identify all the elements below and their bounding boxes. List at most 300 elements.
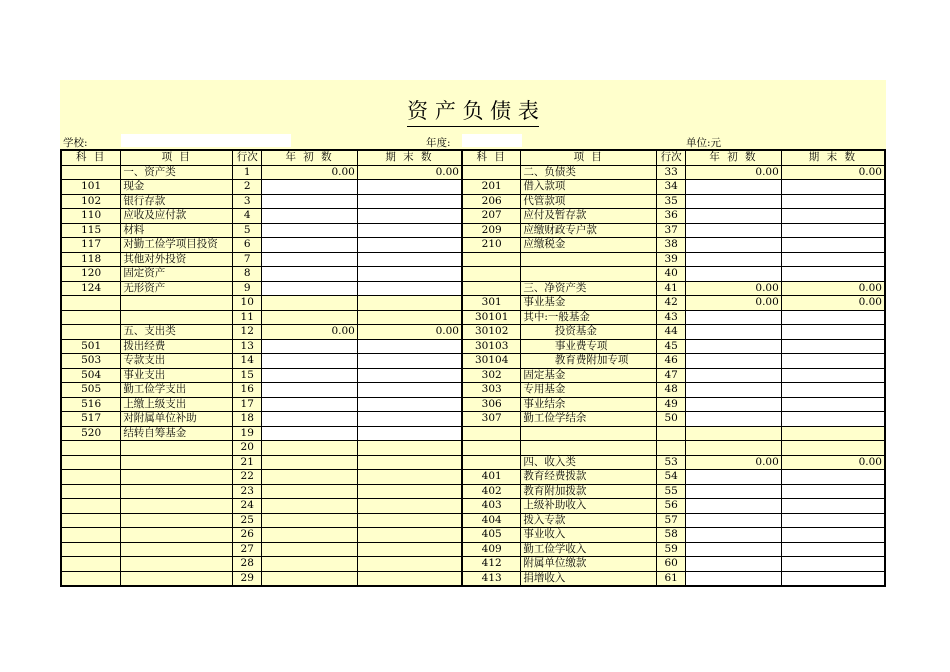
left-code-cell <box>61 441 121 456</box>
left-begin-cell[interactable] <box>262 557 358 572</box>
right-end-cell[interactable]: 0.00 <box>781 281 885 296</box>
left-end-cell[interactable]: 0.00 <box>357 165 462 180</box>
right-row-cell: 41 <box>657 281 686 296</box>
right-item-cell: 事业结余 <box>521 397 657 412</box>
left-item-cell: 拨出经费 <box>121 339 233 354</box>
left-row-cell: 15 <box>233 368 262 383</box>
table-row <box>61 397 885 412</box>
left-row-cell: 2 <box>233 180 262 195</box>
table-row <box>61 238 885 253</box>
left-end-cell[interactable] <box>357 470 462 485</box>
table-row <box>61 354 885 369</box>
left-begin-cell[interactable] <box>262 339 358 354</box>
right-end-cell[interactable] <box>781 209 885 224</box>
right-end-cell[interactable] <box>781 499 885 514</box>
left-begin-cell[interactable] <box>262 281 358 296</box>
right-begin-cell[interactable]: 0.00 <box>686 296 782 311</box>
right-end-cell[interactable] <box>781 354 885 369</box>
table-row <box>61 310 885 325</box>
year-input[interactable] <box>462 134 522 147</box>
right-row-cell <box>657 426 686 441</box>
left-begin-cell[interactable] <box>262 383 358 398</box>
left-end-cell[interactable] <box>357 513 462 528</box>
left-code-cell <box>61 513 121 528</box>
right-item-cell: 代管款项 <box>521 194 657 209</box>
right-end-cell[interactable] <box>781 528 885 543</box>
right-begin-cell[interactable] <box>686 267 782 282</box>
left-begin-cell[interactable] <box>262 223 358 238</box>
right-item-cell: 拨入专款 <box>521 513 657 528</box>
right-row-cell: 58 <box>657 528 686 543</box>
left-row-cell: 1 <box>233 165 262 180</box>
table-row <box>61 484 885 499</box>
right-end-cell[interactable] <box>781 325 885 340</box>
right-item-cell: 附属单位缴款 <box>521 557 657 572</box>
right-end-cell[interactable]: 0.00 <box>781 455 885 470</box>
left-code-cell: 118 <box>61 252 121 267</box>
right-begin-cell[interactable] <box>686 542 782 557</box>
right-begin-cell[interactable]: 0.00 <box>686 165 782 180</box>
left-row-cell: 21 <box>233 455 262 470</box>
left-code-cell: 102 <box>61 194 121 209</box>
left-begin-cell[interactable] <box>262 238 358 253</box>
right-begin-cell[interactable] <box>686 368 782 383</box>
table-row <box>61 296 885 311</box>
left-row-cell: 26 <box>233 528 262 543</box>
left-end-cell[interactable] <box>357 209 462 224</box>
left-code-cell <box>61 528 121 543</box>
right-begin-cell[interactable] <box>686 470 782 485</box>
right-end-cell[interactable] <box>781 470 885 485</box>
left-begin-cell[interactable] <box>262 470 358 485</box>
right-code-cell: 30103 <box>462 339 521 354</box>
right-item-cell: 上级补助收入 <box>521 499 657 514</box>
left-item-cell: 现金 <box>121 180 233 195</box>
right-begin-cell[interactable] <box>686 557 782 572</box>
right-row-cell: 61 <box>657 571 686 586</box>
right-row-cell: 42 <box>657 296 686 311</box>
left-item-cell: 五、支出类 <box>121 325 233 340</box>
right-begin-cell[interactable] <box>686 252 782 267</box>
right-item-cell: 二、负债类 <box>521 165 657 180</box>
left-row-cell: 5 <box>233 223 262 238</box>
right-row-cell: 55 <box>657 484 686 499</box>
right-end-cell[interactable] <box>781 238 885 253</box>
right-end-cell[interactable] <box>781 397 885 412</box>
left-row-cell: 12 <box>233 325 262 340</box>
right-begin-cell[interactable] <box>686 426 782 441</box>
left-code-cell <box>61 499 121 514</box>
left-code-cell <box>61 455 121 470</box>
left-end-cell[interactable] <box>357 571 462 586</box>
left-code-cell <box>61 470 121 485</box>
left-end-cell[interactable] <box>357 238 462 253</box>
left-code-cell: 503 <box>61 354 121 369</box>
left-row-cell: 16 <box>233 383 262 398</box>
right-row-cell: 53 <box>657 455 686 470</box>
left-row-cell: 11 <box>233 310 262 325</box>
right-item-cell: 应缴财政专户款 <box>521 223 657 238</box>
right-row-cell: 37 <box>657 223 686 238</box>
right-code-cell: 412 <box>462 557 521 572</box>
right-item-cell: 教育费附加专项 <box>521 354 657 369</box>
left-begin-cell[interactable] <box>262 252 358 267</box>
table-row <box>61 194 885 209</box>
left-row-cell: 10 <box>233 296 262 311</box>
left-end-cell[interactable]: 0.00 <box>357 325 462 340</box>
right-code-cell: 402 <box>462 484 521 499</box>
left-item-cell: 其他对外投资 <box>121 252 233 267</box>
left-begin-cell[interactable] <box>262 426 358 441</box>
left-item-cell <box>121 557 233 572</box>
left-end-cell[interactable] <box>357 557 462 572</box>
table-row <box>61 542 885 557</box>
right-row-cell: 54 <box>657 470 686 485</box>
right-end-cell[interactable] <box>781 194 885 209</box>
right-code-cell <box>462 165 521 180</box>
right-item-cell: 捐增收入 <box>521 571 657 586</box>
left-item-cell <box>121 484 233 499</box>
right-code-cell: 30101 <box>462 310 521 325</box>
right-end-cell[interactable] <box>781 557 885 572</box>
left-row-cell: 8 <box>233 267 262 282</box>
right-begin-cell[interactable]: 0.00 <box>686 455 782 470</box>
right-end-cell[interactable] <box>781 383 885 398</box>
left-begin-cell[interactable] <box>262 209 358 224</box>
balance-sheet <box>60 80 886 586</box>
page-title: 资 产 负 债 表 <box>60 95 886 127</box>
left-end-cell[interactable] <box>357 310 462 325</box>
right-row-cell: 56 <box>657 499 686 514</box>
left-item-cell: 一、资产类 <box>121 165 233 180</box>
right-begin-cell[interactable] <box>686 441 782 456</box>
left-end-cell[interactable] <box>357 455 462 470</box>
right-begin-cell[interactable] <box>686 180 782 195</box>
table-row <box>61 180 885 195</box>
right-row-cell: 33 <box>657 165 686 180</box>
left-end-cell[interactable] <box>357 426 462 441</box>
left-begin-cell[interactable] <box>262 499 358 514</box>
right-row-cell: 40 <box>657 267 686 282</box>
right-begin-cell[interactable]: 0.00 <box>686 281 782 296</box>
left-begin-cell[interactable] <box>262 412 358 427</box>
left-code-cell: 115 <box>61 223 121 238</box>
table-row <box>61 470 885 485</box>
left-end-cell[interactable] <box>357 354 462 369</box>
left-row-cell: 3 <box>233 194 262 209</box>
left-row-cell: 20 <box>233 441 262 456</box>
left-begin-cell[interactable] <box>262 354 358 369</box>
table-row <box>61 528 885 543</box>
right-item-cell: 事业收入 <box>521 528 657 543</box>
left-item-cell: 应收及应付款 <box>121 209 233 224</box>
right-row-cell: 38 <box>657 238 686 253</box>
table-row <box>61 571 885 586</box>
right-end-cell[interactable] <box>781 484 885 499</box>
left-end-cell[interactable] <box>357 542 462 557</box>
right-row-cell: 39 <box>657 252 686 267</box>
left-item-cell <box>121 513 233 528</box>
left-item-cell: 对附属单位补助 <box>121 412 233 427</box>
right-row-cell: 46 <box>657 354 686 369</box>
left-end-cell[interactable] <box>357 528 462 543</box>
right-begin-cell[interactable] <box>686 339 782 354</box>
header-row <box>61 150 885 165</box>
left-end-cell[interactable] <box>357 252 462 267</box>
year-label: 年度: <box>426 137 451 149</box>
left-end-cell[interactable] <box>357 412 462 427</box>
left-end-cell[interactable] <box>357 267 462 282</box>
right-code-cell: 303 <box>462 383 521 398</box>
left-item-cell <box>121 571 233 586</box>
header-item-left: 项 目 <box>121 150 233 165</box>
header-row-left: 行次 <box>233 150 262 165</box>
right-code-cell <box>462 455 521 470</box>
right-begin-cell[interactable] <box>686 354 782 369</box>
left-item-cell <box>121 499 233 514</box>
header-begin-right: 年 初 数 <box>686 150 782 165</box>
right-begin-cell[interactable] <box>686 528 782 543</box>
right-code-cell: 413 <box>462 571 521 586</box>
table-row <box>61 426 885 441</box>
right-code-cell: 409 <box>462 542 521 557</box>
right-end-cell[interactable] <box>781 441 885 456</box>
left-code-cell: 520 <box>61 426 121 441</box>
right-begin-cell[interactable] <box>686 484 782 499</box>
left-item-cell <box>121 455 233 470</box>
right-end-cell[interactable] <box>781 267 885 282</box>
right-begin-cell[interactable] <box>686 397 782 412</box>
right-begin-cell[interactable] <box>686 383 782 398</box>
left-row-cell: 25 <box>233 513 262 528</box>
right-end-cell[interactable] <box>781 571 885 586</box>
right-item-cell: 应付及暂存款 <box>521 209 657 224</box>
right-item-cell <box>521 426 657 441</box>
right-row-cell: 35 <box>657 194 686 209</box>
right-row-cell: 60 <box>657 557 686 572</box>
right-row-cell: 34 <box>657 180 686 195</box>
left-end-cell[interactable] <box>357 484 462 499</box>
header-code-left: 科 目 <box>61 150 121 165</box>
right-row-cell: 49 <box>657 397 686 412</box>
right-begin-cell[interactable] <box>686 325 782 340</box>
right-row-cell: 57 <box>657 513 686 528</box>
right-code-cell: 403 <box>462 499 521 514</box>
left-begin-cell[interactable] <box>262 441 358 456</box>
table-row <box>61 165 885 180</box>
left-begin-cell[interactable] <box>262 513 358 528</box>
left-row-cell: 29 <box>233 571 262 586</box>
left-item-cell: 材料 <box>121 223 233 238</box>
left-begin-cell[interactable] <box>262 455 358 470</box>
right-item-cell: 借入款项 <box>521 180 657 195</box>
right-begin-cell[interactable] <box>686 513 782 528</box>
left-begin-cell[interactable]: 0.00 <box>262 165 358 180</box>
right-begin-cell[interactable] <box>686 499 782 514</box>
left-code-cell: 517 <box>61 412 121 427</box>
left-begin-cell[interactable] <box>262 542 358 557</box>
right-item-cell: 四、收入类 <box>521 455 657 470</box>
header-end-left: 期 末 数 <box>357 150 462 165</box>
right-code-cell <box>462 441 521 456</box>
right-item-cell: 固定基金 <box>521 368 657 383</box>
right-code-cell <box>462 281 521 296</box>
right-begin-cell[interactable] <box>686 238 782 253</box>
left-code-cell: 501 <box>61 339 121 354</box>
left-code-cell: 120 <box>61 267 121 282</box>
right-item-cell: 三、净资产类 <box>521 281 657 296</box>
left-item-cell <box>121 528 233 543</box>
table-row <box>61 513 885 528</box>
left-begin-cell[interactable] <box>262 571 358 586</box>
right-end-cell[interactable] <box>781 513 885 528</box>
left-row-cell: 17 <box>233 397 262 412</box>
left-item-cell: 对勤工俭学项目投资 <box>121 238 233 253</box>
table-body <box>61 165 885 586</box>
right-begin-cell[interactable] <box>686 412 782 427</box>
right-end-cell[interactable]: 0.00 <box>781 296 885 311</box>
right-code-cell: 301 <box>462 296 521 311</box>
left-row-cell: 4 <box>233 209 262 224</box>
right-begin-cell[interactable] <box>686 209 782 224</box>
table-row <box>61 252 885 267</box>
left-row-cell: 19 <box>233 426 262 441</box>
school-input[interactable] <box>121 134 291 147</box>
left-row-cell: 6 <box>233 238 262 253</box>
left-begin-cell[interactable]: 0.00 <box>262 325 358 340</box>
left-code-cell <box>61 310 121 325</box>
right-end-cell[interactable] <box>781 412 885 427</box>
right-code-cell: 306 <box>462 397 521 412</box>
table-row <box>61 368 885 383</box>
table-row <box>61 281 885 296</box>
right-item-cell <box>521 441 657 456</box>
left-code-cell <box>61 571 121 586</box>
right-code-cell: 30104 <box>462 354 521 369</box>
left-row-cell: 28 <box>233 557 262 572</box>
right-begin-cell[interactable] <box>686 571 782 586</box>
left-item-cell <box>121 470 233 485</box>
right-item-cell: 事业基金 <box>521 296 657 311</box>
right-end-cell[interactable] <box>781 180 885 195</box>
left-row-cell: 18 <box>233 412 262 427</box>
left-code-cell: 504 <box>61 368 121 383</box>
left-code-cell <box>61 557 121 572</box>
right-end-cell[interactable] <box>781 426 885 441</box>
left-end-cell[interactable] <box>357 296 462 311</box>
left-code-cell: 101 <box>61 180 121 195</box>
right-code-cell <box>462 252 521 267</box>
left-code-cell <box>61 325 121 340</box>
table-row <box>61 267 885 282</box>
right-code-cell: 209 <box>462 223 521 238</box>
left-end-cell[interactable] <box>357 339 462 354</box>
left-begin-cell[interactable] <box>262 296 358 311</box>
left-item-cell: 专款支出 <box>121 354 233 369</box>
left-end-cell[interactable] <box>357 383 462 398</box>
right-item-cell: 应缴税金 <box>521 238 657 253</box>
header-begin-left: 年 初 数 <box>262 150 358 165</box>
right-begin-cell[interactable] <box>686 223 782 238</box>
left-end-cell[interactable] <box>357 180 462 195</box>
left-row-cell: 7 <box>233 252 262 267</box>
left-end-cell[interactable] <box>357 194 462 209</box>
right-item-cell: 其中:一般基金 <box>521 310 657 325</box>
right-code-cell: 405 <box>462 528 521 543</box>
header-item-right: 项 目 <box>521 150 657 165</box>
right-item-cell: 投资基金 <box>521 325 657 340</box>
left-end-cell[interactable] <box>357 368 462 383</box>
left-code-cell <box>61 165 121 180</box>
right-item-cell: 勤工俭学收入 <box>521 542 657 557</box>
right-end-cell[interactable] <box>781 252 885 267</box>
left-end-cell[interactable] <box>357 397 462 412</box>
left-begin-cell[interactable] <box>262 180 358 195</box>
left-begin-cell[interactable] <box>262 484 358 499</box>
left-begin-cell[interactable] <box>262 194 358 209</box>
right-item-cell: 勤工俭学结余 <box>521 412 657 427</box>
right-item-cell: 专用基金 <box>521 383 657 398</box>
table-row <box>61 455 885 470</box>
table-row <box>61 557 885 572</box>
left-item-cell <box>121 310 233 325</box>
left-begin-cell[interactable] <box>262 310 358 325</box>
right-begin-cell[interactable] <box>686 310 782 325</box>
left-item-cell: 上缴上级支出 <box>121 397 233 412</box>
right-end-cell[interactable] <box>781 542 885 557</box>
left-begin-cell[interactable] <box>262 528 358 543</box>
header-end-right: 期 末 数 <box>781 150 885 165</box>
left-item-cell: 勤工俭学支出 <box>121 383 233 398</box>
left-end-cell[interactable] <box>357 441 462 456</box>
left-row-cell: 23 <box>233 484 262 499</box>
left-row-cell: 24 <box>233 499 262 514</box>
right-item-cell: 事业费专项 <box>521 339 657 354</box>
right-code-cell: 30102 <box>462 325 521 340</box>
right-row-cell: 48 <box>657 383 686 398</box>
table-row <box>61 499 885 514</box>
right-code-cell: 210 <box>462 238 521 253</box>
school-label: 学校: <box>63 137 88 149</box>
right-begin-cell[interactable] <box>686 194 782 209</box>
right-end-cell[interactable]: 0.00 <box>781 165 885 180</box>
left-item-cell: 银行存款 <box>121 194 233 209</box>
right-end-cell[interactable] <box>781 310 885 325</box>
left-item-cell <box>121 542 233 557</box>
right-item-cell <box>521 267 657 282</box>
header-row-right: 行次 <box>657 150 686 165</box>
left-end-cell[interactable] <box>357 223 462 238</box>
left-begin-cell[interactable] <box>262 368 358 383</box>
right-end-cell[interactable] <box>781 223 885 238</box>
table-row <box>61 339 885 354</box>
right-code-cell: 401 <box>462 470 521 485</box>
table-row <box>61 383 885 398</box>
table-row <box>61 209 885 224</box>
left-begin-cell[interactable] <box>262 397 358 412</box>
left-end-cell[interactable] <box>357 281 462 296</box>
left-begin-cell[interactable] <box>262 267 358 282</box>
left-row-cell: 13 <box>233 339 262 354</box>
right-end-cell[interactable] <box>781 368 885 383</box>
table-row <box>61 223 885 238</box>
right-row-cell: 44 <box>657 325 686 340</box>
left-code-cell: 505 <box>61 383 121 398</box>
right-end-cell[interactable] <box>781 339 885 354</box>
left-item-cell: 无形资产 <box>121 281 233 296</box>
left-end-cell[interactable] <box>357 499 462 514</box>
right-row-cell: 47 <box>657 368 686 383</box>
